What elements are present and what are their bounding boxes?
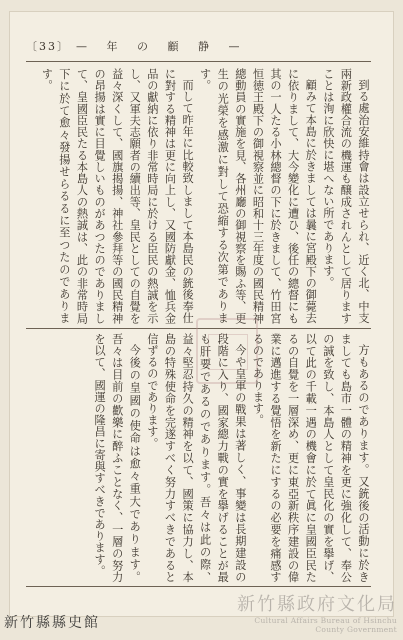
page-number: 〔33〕 — [26, 40, 70, 53]
archive-caption: 新竹縣縣史館 — [4, 615, 100, 631]
upper-paragraph-3: 而して昨年に比較致しまして本島民の銃後奉仕に對する精神は更に向上し、又國防獻金、恤兵金品の獻納に依り非常時局に於ける臣民の熱誠を示し、又軍夫志願者の續出等、皇民としての自覺を益々深くして、國旗揭揚、神社參拜等の國民精神の昂揚は實に目覺しいものがあつたのでありまして、皇國臣民たる本島人の熱誠は、此の非常時局下に於て愈々發揚せらるるに至つたのであります。 — [40, 68, 195, 324]
upper-paragraph-1: 到る處治安維持會は設立せられ、近く北、中支兩新政權合流の機運も醸成されんとして居りますことは洵に欣快に堪へない所であります。 — [321, 68, 370, 324]
running-title: — 年 の 顧 静 — — [76, 40, 248, 53]
lower-paragraph-1: 方もあるのであります。又銃後の活動に於きましても島市一體の精神を更に強化して、奉公の誠を致し、本島人として皇民化の實を擧げ、以て此の千載一遇の機會に於て眞に皇國臣民たるの自覺を一層深め、更に東亞新秩序建設の偉業に邁進する覺悟を新たにするの必要を痛感するのであります。 — [251, 333, 370, 583]
upper-paragraph-2: 顧みて本島に於きましては曩に宮殿下の御薨去に依りまして、大今變化に遭ひ、後任の總督にも其の一人たる小林總督の下に於きまして、竹田宮恒徳王殿下の御視察並に昭和十三年度の國民精神總動員の實施を見、各州廳の御視察を賜ふ等、更生の光榮を感激に對して恐縮する次第であります。 — [198, 68, 318, 324]
footer-rule — [26, 586, 371, 587]
lower-paragraph-3: 今後の皇國の使命は愈々重大であります。吾々は目前の歡樂に醉ふことなく、一層の努力を以て、國運の隆昌に寄與すべきであります。 — [93, 333, 142, 583]
page-header — [26, 36, 371, 56]
lower-paragraph-2: 今や皇軍の戰果は著しく、事變は長期建設の段階に入り、國家總力戰の實を擧げることが最も肝要であるのであります。吾々は此の際、益々堅忍持久の精神を以て、國策に協力し、本島の特殊使命を完遂すべく努力すべきであると信ずるのであります。 — [145, 333, 247, 583]
article-upper-section — [28, 68, 372, 324]
watermark-english-line-1: Cultural Affairs Bureau of Hsinchu — [254, 616, 397, 625]
watermark — [237, 590, 397, 634]
header-rule — [26, 61, 371, 62]
watermark-chinese: 新竹縣政府文化局 — [237, 594, 397, 615]
article-lower-section — [28, 333, 372, 583]
watermark-english-line-2: County Government — [315, 625, 397, 634]
